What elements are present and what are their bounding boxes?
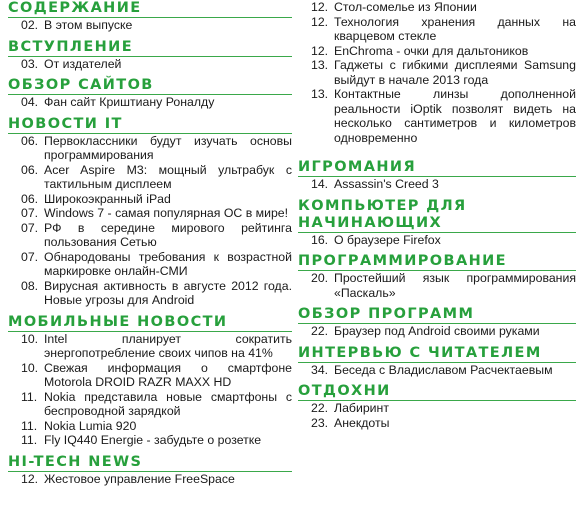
entry-title: Широкоэкранный iPad	[44, 191, 171, 206]
section-gaming	[298, 159, 576, 192]
page-number: 16.	[311, 232, 329, 247]
toc-entry[interactable]	[298, 324, 576, 339]
page-number: 14.	[311, 177, 329, 191]
toc-entry[interactable]	[298, 87, 576, 145]
page-number: 12.	[21, 471, 39, 486]
entry-title: Intel планирует сократить энергопотребление своих чипов на 41%	[44, 331, 292, 360]
toc-entry[interactable]	[8, 134, 292, 163]
page-number: 22.	[311, 401, 329, 415]
entry-title: Nokia представила новые смартфоны с беспроводной зарядкой	[44, 389, 292, 418]
section-intro	[8, 39, 292, 72]
toc-entry[interactable]	[8, 95, 292, 110]
page-number: 11.	[21, 389, 38, 404]
page-number: 06.	[21, 162, 39, 177]
section-title: ИГРОМАНИЯ	[298, 159, 576, 177]
toc-entry[interactable]	[298, 271, 576, 300]
page-number: 02.	[21, 18, 39, 32]
entry-title: Анекдоты	[334, 415, 390, 430]
section-title: ИНТЕРВЬЮ С ЧИТАТЕЛЕМ	[298, 345, 576, 363]
entry-title: РФ в середине мирового рейтинга пользования Сетью	[44, 220, 292, 249]
toc-entry[interactable]	[298, 15, 576, 44]
page-number: 20.	[311, 271, 329, 285]
entry-title: Acer Aspire M3: мощный ультрабук с тактильным дисплеем	[44, 162, 292, 191]
toc-entry[interactable]	[8, 279, 292, 308]
entry-title: Простейший язык программирования «Паскаль»	[334, 271, 576, 300]
page-number: 34.	[311, 362, 329, 377]
page-number: 04.	[21, 95, 39, 109]
section-hitech-news	[8, 454, 292, 487]
page-number: 06.	[21, 133, 39, 148]
entry-title: Nokia Lumia 920	[44, 418, 137, 433]
section-hitech-news-continued	[298, 0, 576, 145]
toc-entry[interactable]	[298, 58, 576, 87]
entry-title: Технология хранения данных на кварцевом стекле	[334, 14, 576, 43]
section-software-review	[298, 306, 576, 339]
toc-entry[interactable]	[298, 233, 576, 248]
toc-entry[interactable]	[8, 250, 292, 279]
entry-title: О браузере Firefox	[334, 232, 441, 247]
entry-title: Первоклассники будут изучать основы программирования	[44, 133, 292, 162]
page-number: 22.	[311, 324, 329, 338]
section-title: ОТДОХНИ	[298, 383, 576, 401]
toc-entry[interactable]	[8, 433, 292, 448]
entry-title: Жестовое управление FreeSpace	[44, 471, 235, 486]
toc-entry[interactable]	[8, 163, 292, 192]
entry-title: От издателей	[44, 56, 122, 71]
toc-entry[interactable]	[298, 44, 576, 59]
section-it-news	[8, 116, 292, 308]
section-beginners	[298, 198, 576, 248]
toc-entry[interactable]	[8, 332, 292, 361]
entry-title: В этом выпуске	[44, 18, 133, 32]
section-title: КОМПЬЮТЕР ДЛЯ НАЧИНАЮЩИХ	[298, 198, 576, 233]
section-title: ОБЗОР ПРОГРАММ	[298, 306, 576, 324]
section-title: СОДЕРЖАНИЕ	[8, 0, 292, 18]
toc-entry[interactable]	[8, 419, 292, 434]
entry-title: Windows 7 - самая популярная ОС в мире!	[44, 206, 289, 220]
page-number: 10.	[21, 360, 39, 375]
section-title: ВСТУПЛЕНИЕ	[8, 39, 292, 57]
page-number: 11.	[21, 418, 38, 433]
toc-entry[interactable]	[298, 416, 576, 431]
entry-title: Беседа с Владиславом Расчектаевым	[334, 362, 553, 377]
page-number: 06.	[21, 191, 39, 206]
entry-title: Вирусная активность в августе 2012 года. Новые угрозы для Android	[44, 278, 292, 307]
entry-title: Свежая информация о смартфоне Motorola DROID RAZR MAXX HD	[44, 360, 292, 389]
section-title: МОБИЛЬНЫЕ НОВОСТИ	[8, 314, 292, 332]
toc-entry[interactable]	[8, 206, 292, 221]
page-number: 03.	[21, 56, 39, 71]
entry-title: Гаджеты с гибкими дисплеями Samsung выйдут в начале 2013 года	[334, 58, 576, 87]
toc-entry[interactable]	[8, 18, 292, 33]
entry-title: Браузер под Android своими руками	[334, 324, 540, 338]
page-number: 13.	[311, 87, 329, 101]
page-number: 12.	[311, 14, 329, 29]
section-title: ОБЗОР САЙТОВ	[8, 77, 292, 95]
section-programming	[298, 253, 576, 300]
toc-entry[interactable]	[8, 472, 292, 487]
page-number: 12.	[311, 43, 329, 58]
toc-entry[interactable]	[8, 361, 292, 390]
section-reader-interview	[298, 345, 576, 378]
toc-entry[interactable]	[8, 390, 292, 419]
page-number: 10.	[21, 331, 39, 346]
toc-entry[interactable]	[298, 363, 576, 378]
page-number: 13.	[311, 58, 329, 72]
toc-entry[interactable]	[8, 57, 292, 72]
toc-entry[interactable]	[298, 0, 576, 15]
page-number: 12.	[311, 0, 329, 14]
section-relax	[298, 383, 576, 430]
entry-title: Лабиринт	[334, 401, 389, 415]
page-number: 08.	[21, 278, 39, 293]
section-title: ПРОГРАММИРОВАНИЕ	[298, 253, 576, 271]
toc-left-column	[8, 0, 292, 486]
section-site-review	[8, 77, 292, 110]
toc-entry[interactable]	[8, 221, 292, 250]
page-number: 11.	[21, 433, 38, 447]
page-number: 23.	[311, 415, 329, 430]
entry-title: Контактные линзы дополненной реальности iOptik позволят видеть на несколько сантиметров и километров одновременно	[334, 87, 576, 145]
section-contents	[8, 0, 292, 33]
section-mobile-news	[8, 314, 292, 448]
entry-title: Обнародованы требования к возрастной маркировке онлайн-СМИ	[44, 249, 292, 278]
toc-right-column	[298, 0, 576, 430]
section-title: НОВОСТИ IT	[8, 116, 292, 134]
page-number: 07.	[21, 249, 39, 264]
toc-entry[interactable]	[298, 177, 576, 192]
entry-title: EnChroma - очки для дальтоников	[334, 43, 529, 58]
toc-entry[interactable]	[8, 192, 292, 207]
entry-title: Стол-сомелье из Японии	[334, 0, 477, 14]
toc-entry[interactable]	[298, 401, 576, 416]
section-title: HI-TECH NEWS	[8, 454, 292, 472]
entry-title: Assassin's Creed 3	[334, 177, 439, 191]
entry-title: Fly IQ440 Energie - забудьте о розетке	[44, 433, 262, 447]
page-number: 07.	[21, 206, 39, 220]
entry-title: Фан сайт Криштиану Роналду	[44, 95, 215, 109]
page-number: 07.	[21, 220, 39, 235]
